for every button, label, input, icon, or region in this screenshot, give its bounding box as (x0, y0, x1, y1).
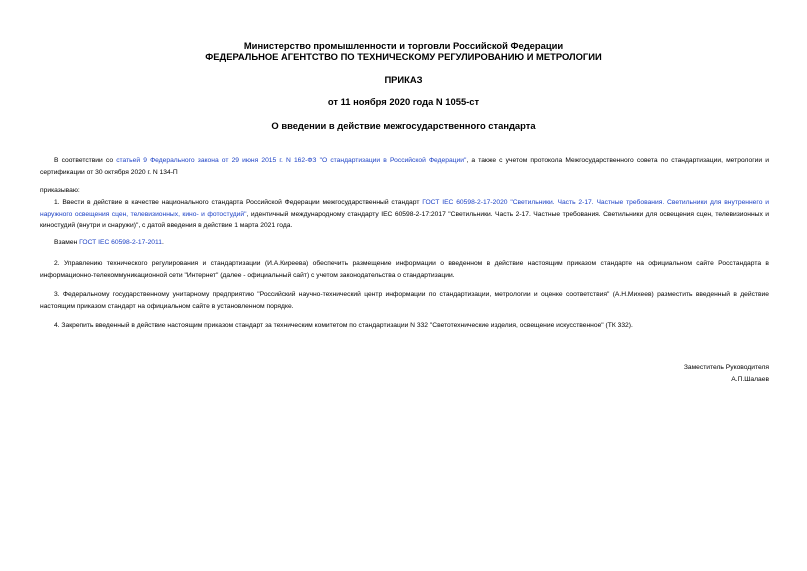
agency-heading: ФЕДЕРАЛЬНОЕ АГЕНТСТВО ПО ТЕХНИЧЕСКОМУ РЕГУЛИРОВАНИЮ И МЕТРОЛОГИИ (205, 51, 602, 62)
signer-name: А.П.Шалаев (731, 376, 769, 383)
intro-paragraph (40, 155, 769, 178)
replaces-prefix: Взамен (54, 239, 80, 246)
ministry-heading: Министерство промышленности и торговли Российской Федерации (243, 40, 564, 51)
date-number-heading: от 11 ноября 2020 года N 1055-ст (327, 96, 480, 107)
gost-2020-link[interactable]: ГОСТ IEC 60598-2-17-2020 "Светильники. Часть 2-17. Частные требования. Светильники для внутреннего и наружного освещения сцен, телевизионных, кино- и фотостудий" (40, 199, 769, 218)
intro-prefix: В соответствии со (54, 157, 117, 164)
item4-paragraph: 4. Закрепить введенный в действие настоящим приказом стандарт за техническим комитетом по стандартизации N 332 "Светотехнические изделия, освещение искусственное" (ТК 332). (54, 322, 633, 329)
orders-label: приказываю: (40, 187, 80, 194)
item1-prefix: 1. Ввести в действие в качестве национального стандарта Российской Федерации межгосударственный стандарт (54, 199, 423, 206)
item2-paragraph: 2. Управлению технического регулирования и стандартизации (И.А.Киреева) обеспечить размещение информации о введенном в действие настоящим приказом стандарте на официальном сайте Росстандарта в информационно-телекоммуникационной сети "Интернет" (далее - официальный сайт) с учетом законодательства о стандартизации. (40, 260, 769, 279)
document-title: О введении в действие межгосударственного стандарта (271, 120, 536, 131)
gost-2011-link[interactable]: ГОСТ IEC 60598-2-17-2011 (79, 239, 162, 246)
item3-paragraph: 3. Федеральному государственному унитарному предприятию "Российский научно-технический центр информации по стандартизации, метрологии и оценке соответствия" (А.Н.Михеев) разместить введенный в действие настоящим приказом стандарт на официальном сайте в установленном порядке. (40, 291, 769, 310)
replaces-suffix: . (161, 239, 164, 246)
doc-type-heading: ПРИКАЗ (384, 74, 423, 85)
intro-suffix: , а также с учетом протокола Межгосударственного совета по стандартизации, метрологии и сертификации от 30 октября 2020 г. N 134-П (40, 157, 770, 176)
replaces-paragraph (40, 237, 769, 249)
item1-paragraph (40, 197, 769, 232)
federal-law-link[interactable]: статьей 9 Федерального закона от 29 июня 2015 г. N 162-ФЗ "О стандартизации в Российской Федерации" (116, 157, 467, 164)
signer-position: Заместитель Руководителя (683, 364, 769, 371)
item1-suffix: , идентичный международному стандарту IEC 60598-2-17:2017 "Светильники. Часть 2-17. Частные требования. Светильники для освещения сцен, телевизионных и киностудий (внутри и снаружи)", с датой введения в действие 1 марта 2021 года. (40, 210, 770, 229)
